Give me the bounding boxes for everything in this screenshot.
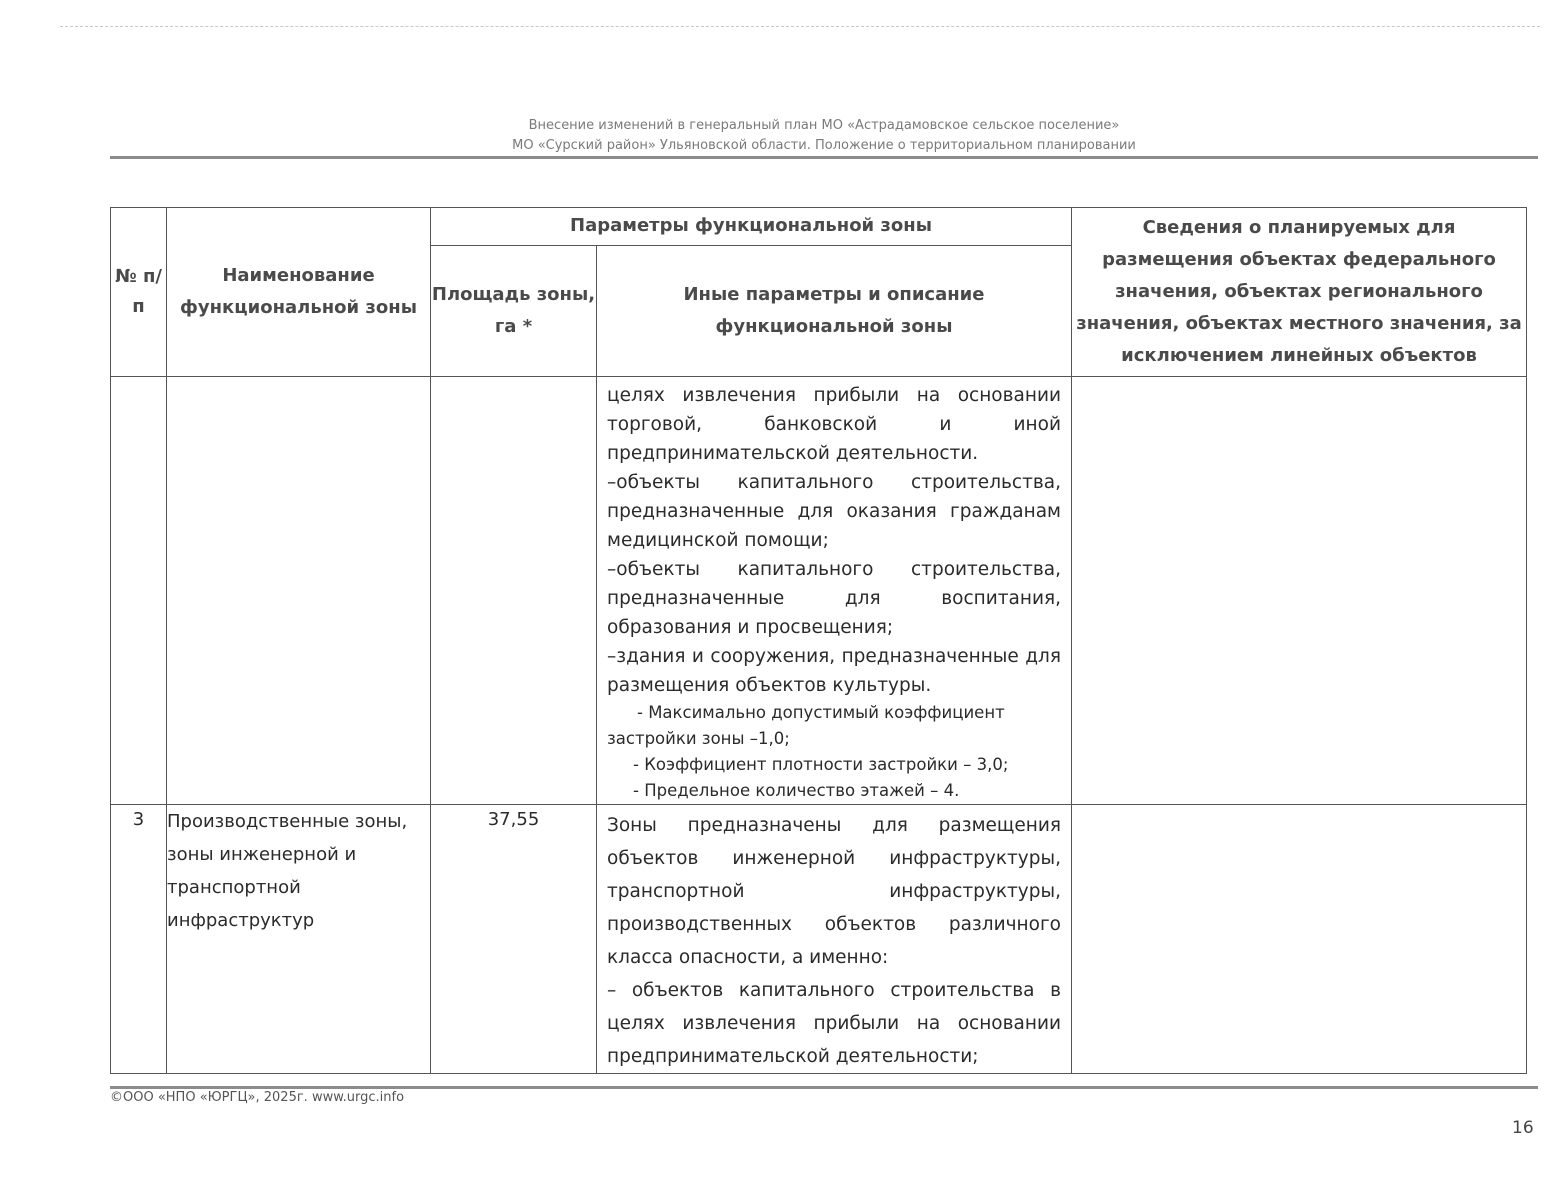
row-continued-description: [597, 377, 1071, 700]
footer-divider: [110, 1086, 1538, 1089]
scan-edge-line: [60, 26, 1540, 27]
row-3-description-cell: [597, 805, 1072, 1074]
zone-parameter: - Максимально допустимый коэффициент застройки зоны –1,0;: [607, 703, 1005, 748]
row-continued-planned: [1072, 377, 1527, 805]
row-continued-description-cell: [597, 377, 1072, 805]
header-divider: [110, 156, 1538, 159]
row-continued-number: [111, 377, 167, 805]
table-header-row: [111, 208, 1527, 246]
footer-copyright: ©ООО «НПО «ЮРГЦ», 2025г. www.urgc.info: [110, 1090, 405, 1105]
table-row-3: [111, 805, 1527, 1074]
header-number: № п/п: [111, 208, 167, 377]
row-continued-area: [431, 377, 597, 805]
zone-parameter: - Предельное количество этажей – 4.: [633, 781, 960, 800]
row-3-area: 37,55: [431, 805, 597, 1074]
table-row-continued: [111, 377, 1527, 805]
description-paragraph: –здания и сооружения, предназначенные для размещения объектов культуры.: [607, 646, 1061, 696]
row-3-planned: [1072, 805, 1527, 1074]
description-paragraph: целях извлечения прибыли на основании торговой, банковской и иной предпринимательской деятельности.: [607, 385, 1061, 464]
zone-parameter: - Коэффициент плотности застройки – 3,0;: [633, 755, 1009, 774]
description-paragraph: Зоны предназначены для размещения объектов инженерной инфраструктуры, транспортной инфраструктуры, производственных объектов различного класса опасности, а именно:: [607, 815, 1061, 968]
header-line-2: МО «Сурский район» Ульяновской области. Положение о территориальном планировании: [512, 138, 1136, 153]
row-3-description: [597, 805, 1071, 1073]
description-paragraph: – объектов капитального строительства в целях извлечения прибыли на основании предпринимательской деятельности;: [607, 980, 1061, 1067]
header-area: Площадь зоны, га *: [431, 245, 597, 376]
description-paragraph: –объекты капитального строительства, предназначенные для оказания гражданам медицинской помощи;: [607, 472, 1061, 551]
header-other-params: Иные параметры и описание функциональной зоны: [597, 245, 1072, 376]
header-params-group: Параметры функциональной зоны: [431, 208, 1072, 246]
header-planned-objects: Сведения о планируемых для размещения объектах федерального значения, объектах регионального значения, объектах местного значения, за исключением линейных объектов: [1072, 208, 1527, 377]
row-continued-name: [167, 377, 431, 805]
row-3-name: Производственные зоны, зоны инженерной и транспортной инфраструктур: [167, 805, 431, 1074]
zone-parameters-list: [597, 700, 1071, 804]
functional-zones-table: [110, 207, 1527, 1074]
page-number: 16: [1512, 1118, 1534, 1138]
header-line-1: Внесение изменений в генеральный план МО «Астрадамовское сельское поселение»: [528, 118, 1120, 133]
header-zone-name: Наименование функциональной зоны: [167, 208, 431, 377]
document-header: [110, 116, 1538, 156]
row-3-number: 3: [111, 805, 167, 1074]
description-paragraph: –объекты капитального строительства, предназначенные для воспитания, образования и просвещения;: [607, 559, 1061, 638]
